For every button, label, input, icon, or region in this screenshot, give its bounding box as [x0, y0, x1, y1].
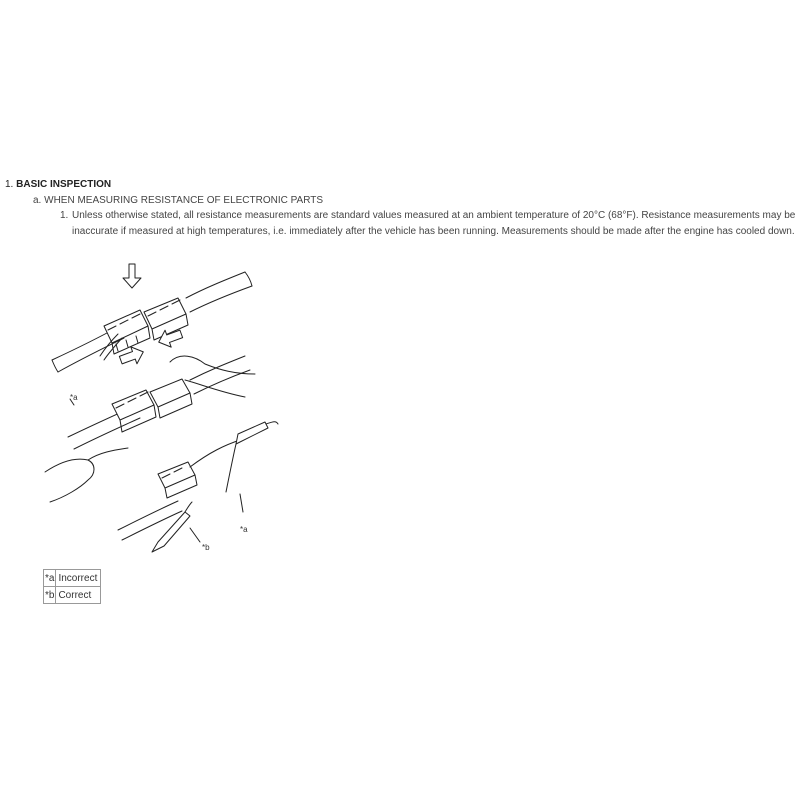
callout-a-bottom: *a — [240, 525, 248, 534]
instruction-paragraph — [60, 208, 800, 240]
section-heading — [5, 179, 111, 190]
paragraph-number: 1. — [60, 210, 69, 221]
subsection-number: a. — [33, 195, 42, 206]
legend-table — [43, 569, 101, 604]
paragraph-line-2: inaccurate if measured at high temperatures, i.e. immediately after the vehicle has been running. Measurements should be made after the engine has cooled down. — [72, 226, 795, 237]
subsection-title: WHEN MEASURING RESISTANCE OF ELECTRONIC PARTS — [44, 195, 324, 206]
paragraph-line-1: Unless otherwise stated, all resistance measurements are standard values measured at an ambient temperature of 20°C (68°F). Resistance measurements may be — [72, 210, 796, 221]
legend-value: Incorrect — [56, 570, 101, 587]
section-number: 1. — [5, 179, 14, 190]
callout-b-bottom: *b — [202, 543, 210, 552]
subsection-heading — [33, 195, 323, 206]
legend-row-incorrect — [44, 570, 101, 587]
legend-value: Correct — [56, 587, 101, 604]
section-title: BASIC INSPECTION — [16, 179, 112, 190]
legend-key: *b — [44, 587, 56, 604]
legend-row-correct — [44, 587, 101, 604]
legend-key: *a — [44, 570, 56, 587]
connector-illustration — [40, 252, 285, 562]
callout-a-top: *a — [70, 393, 78, 402]
